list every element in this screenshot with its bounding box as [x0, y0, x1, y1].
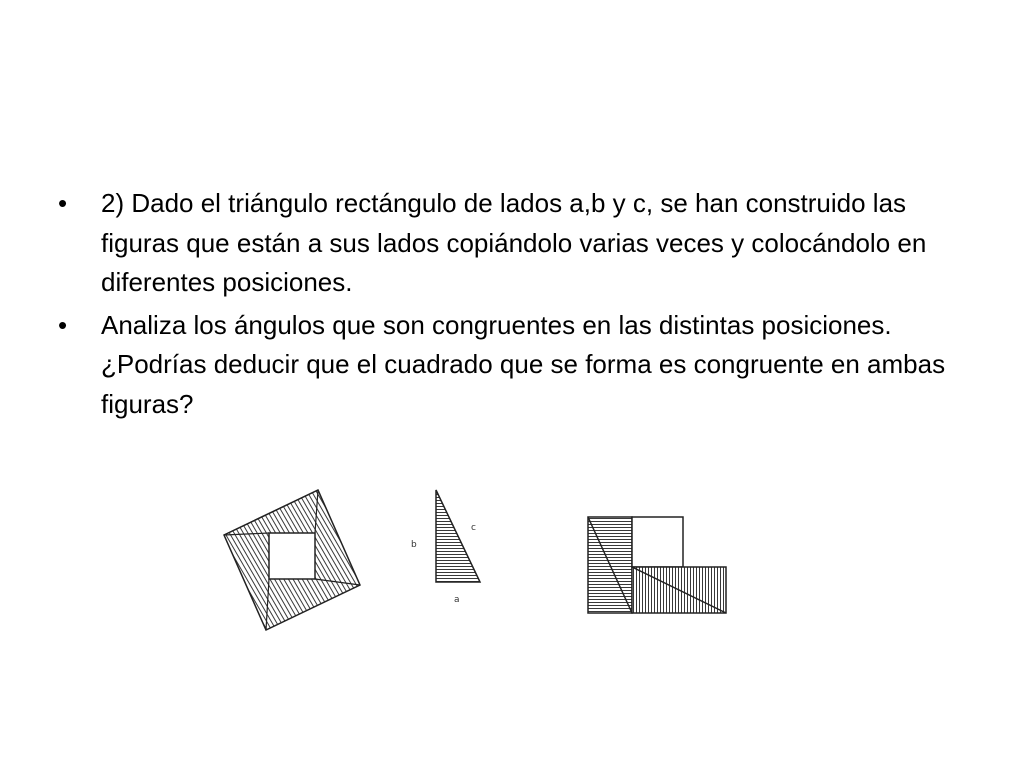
label-b: b: [411, 540, 417, 550]
geometry-figures: [200, 478, 760, 648]
tilted-square-figure: [224, 490, 360, 630]
bullet-text: 2) Dado el triángulo rectángulo de lados a,b y c, se han construido las figuras que están a sus lados copiándolo varias veces y colocándolo en diferentes posiciones.: [101, 188, 927, 297]
composed-rectangle-figure: [588, 517, 726, 613]
label-c: c: [471, 523, 476, 533]
bullet-marker: •: [58, 309, 68, 340]
bullet-item-1: [58, 184, 978, 303]
bullet-item-2: [58, 306, 978, 425]
label-a: a: [454, 595, 460, 605]
right-triangle-figure: [411, 490, 480, 605]
inner-square: [269, 533, 315, 579]
bullet-list: [58, 184, 978, 427]
bullet-text: Analiza los ángulos que son congruentes en las distintas posiciones. ¿Podrías deducir que el cuadrado que se forma es congruente en ambas figuras?: [101, 309, 946, 419]
right-triangle: [436, 490, 480, 582]
bullet-marker: •: [58, 188, 68, 218]
top-square: [632, 517, 683, 567]
